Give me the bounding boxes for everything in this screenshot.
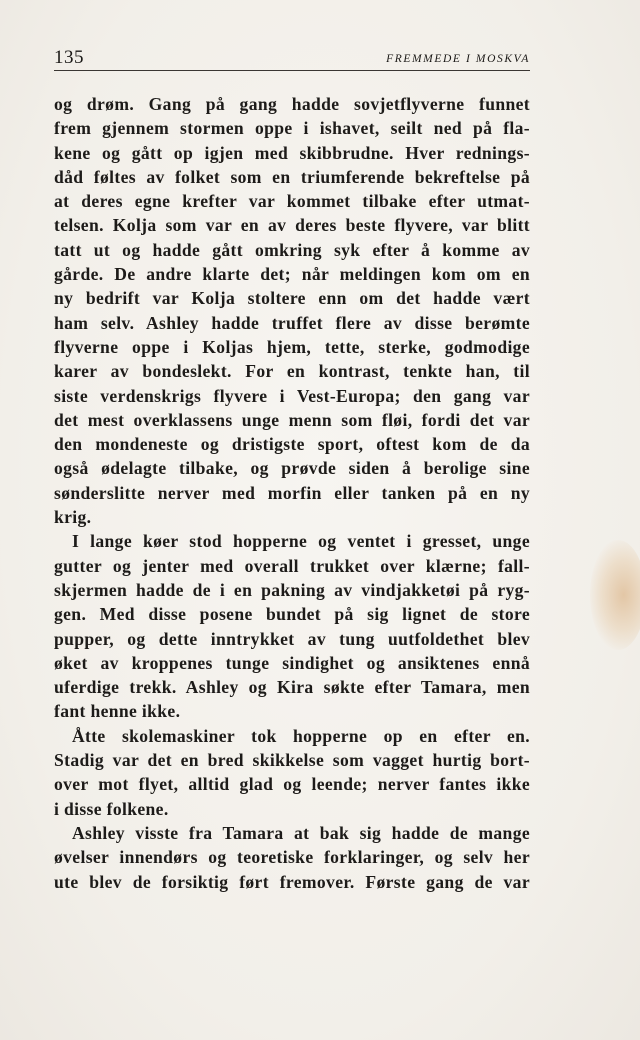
text-line: og drøm. Gang på gang hadde sovjetflyverne funnet <box>54 94 530 114</box>
text-line: I lange køer stod hopperne og ventet i gresset, unge <box>54 531 530 552</box>
page-header <box>54 47 530 69</box>
text-line: gutter og jenter med overall trukket over klærne; fall- <box>54 555 530 576</box>
body-text <box>54 92 530 894</box>
text-line: over mot flyet, alltid glad og leende; nerver fantes ikke <box>54 774 530 795</box>
text-line: uferdige trekk. Ashley og Kira søkte efter Tamara, men <box>54 677 530 698</box>
text-line: karer av bondeslekt. For en kontrast, tenkte han, til <box>54 361 530 382</box>
text-line: ny bedrift var Kolja stoltere enn om det hadde vært <box>54 288 530 309</box>
text-line: skjermen hadde de i en pakning av vindjakketøi på ryg- <box>54 579 530 600</box>
text-line: telsen. Kolja som var en av deres beste flyvere, var blitt <box>54 215 530 236</box>
text-line: det mest overklassens unge menn som fløi, fordi det var <box>54 409 530 430</box>
text-line: Stadig var det en bred skikkelse som vagget hurtig bort- <box>54 750 530 771</box>
text-line: at deres egne krefter var kommet tilbake efter utmat- <box>54 191 530 212</box>
text-line: fant henne ikke. <box>54 701 181 722</box>
text-line: frem gjennem stormen oppe i ishavet, seilt ned på fla- <box>54 118 530 139</box>
text-line: gen. Med disse posene bundet på sig lignet de store <box>54 604 530 625</box>
text-line: tatt ut og hadde gått omkring syk efter å komme av <box>54 239 530 260</box>
text-line: dåd føltes av folket som en triumferende bekreftelse på <box>54 166 530 187</box>
text-line: sønderslitte nerver med morfin eller tanken på en ny <box>54 482 530 503</box>
page-number: 135 <box>54 47 84 68</box>
header-rule <box>54 70 530 71</box>
text-line: pupper, og dette inntrykket av tung uutfoldethet blev <box>54 628 530 649</box>
text-line: krig. <box>54 507 92 528</box>
text-line: øket av kroppenes tunge sindighet og ansiktenes ennå <box>54 652 530 673</box>
text-line: ham selv. Ashley hadde truffet flere av disse berømte <box>54 312 530 333</box>
text-line: kene og gått op igjen med skibbrudne. Hver rednings- <box>54 142 530 163</box>
paper-stain <box>590 540 640 650</box>
text-line: i disse folkene. <box>54 798 169 819</box>
text-line: flyverne oppe i Koljas hjem, tette, sterke, godmodige <box>54 336 530 357</box>
text-line: ute blev de forsiktig ført fremover. Første gang de var <box>54 871 530 892</box>
running-head: FREMMEDE I MOSKVA <box>386 53 530 65</box>
text-line: gårde. De andre klarte det; når meldingen kom om en <box>54 264 530 285</box>
text-line: Ashley visste fra Tamara at bak sig hadde de mange <box>54 822 530 843</box>
text-line: den mondeneste og dristigste sport, oftest kom de da <box>54 434 530 455</box>
text-line: siste verdenskrigs flyvere i Vest-Europa; den gang var <box>54 385 530 406</box>
text-line: Åtte skolemaskiner tok hopperne op en efter en. <box>54 725 530 746</box>
text-line: også ødelagte tilbake, og prøvde siden å berolige sine <box>54 458 530 479</box>
text-line: øvelser innendørs og teoretiske forklaringer, og selv her <box>54 847 530 868</box>
